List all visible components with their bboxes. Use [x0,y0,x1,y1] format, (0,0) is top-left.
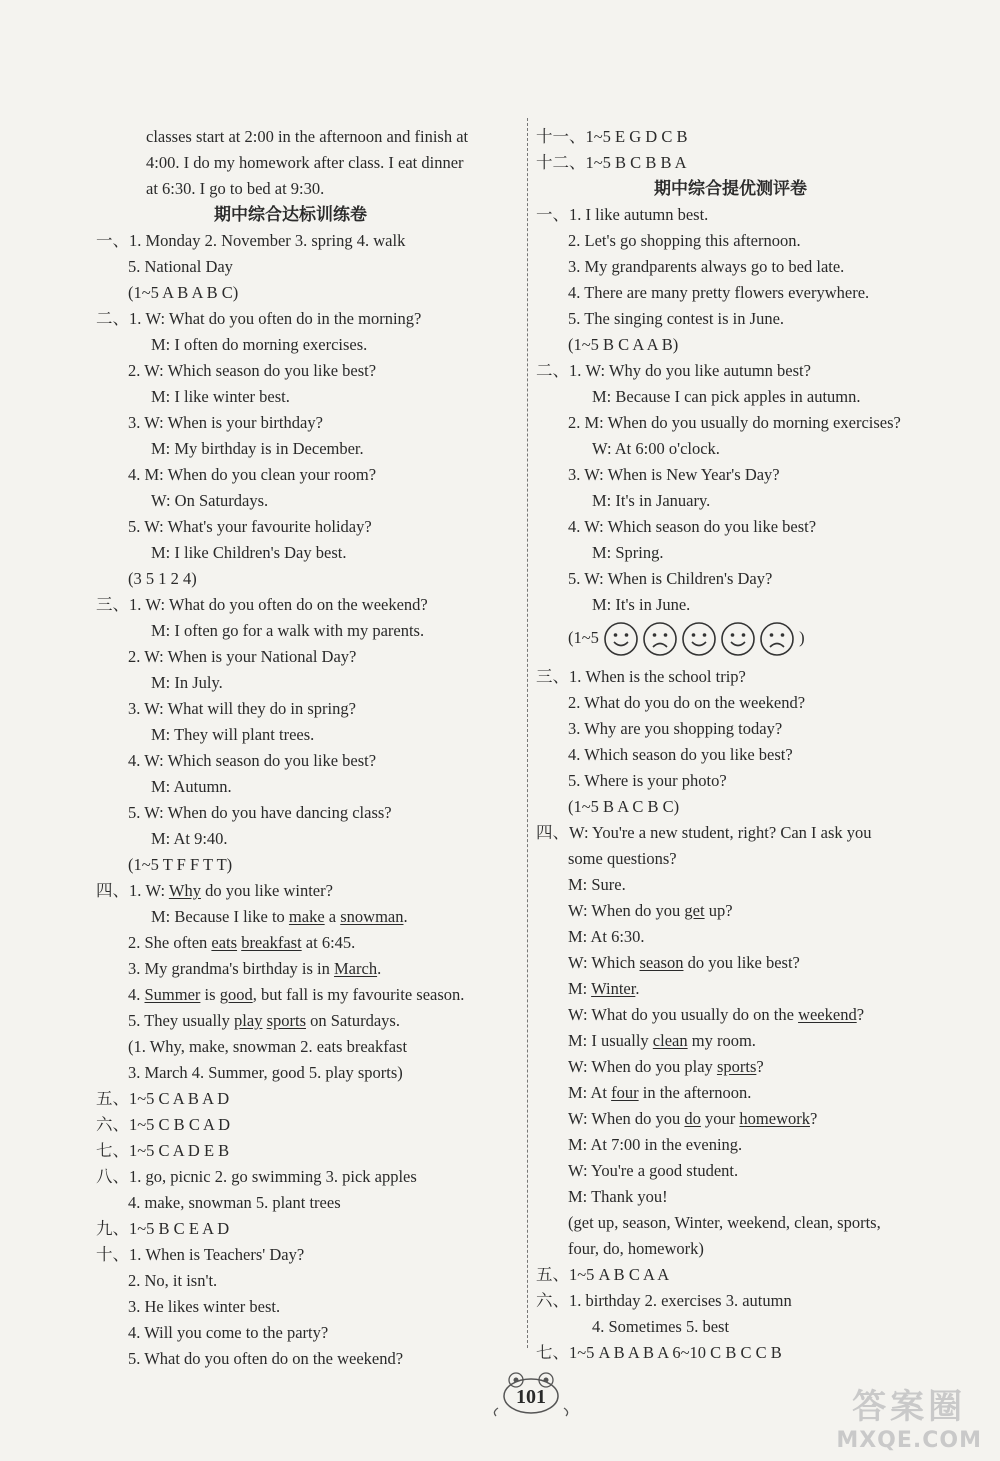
answer-line: W: You're a good student. [568,1161,739,1180]
answer-line: 3. W: When is your birthday? [128,413,323,432]
answer-line: 七、1~5 A B A B A 6~10 C B C C B [536,1343,782,1362]
answer-line: 2. No, it isn't. [128,1271,218,1290]
underlined-answer: get [684,901,705,920]
happy-face-icon [681,621,717,657]
underlined-answer: good [219,985,253,1004]
answer-line: 五、1~5 C A B A D [96,1089,230,1108]
answer-line: 4. Will you come to the party? [128,1323,329,1342]
answer-line: M: I like Children's Day best. [151,543,347,562]
answer-line: M: I often do morning exercises. [151,335,368,354]
answer-line: M: Sure. [568,875,626,894]
answer-line: (1. Why, make, snowman 2. eats breakfast [128,1037,408,1056]
answer-line: 3. W: When is New Year's Day? [568,465,780,484]
sad-face-icon [642,621,678,657]
answer-line: 3. March 4. Summer, good 5. play sports) [128,1063,403,1082]
answer-line: 4. Which season do you like best? [568,745,793,764]
answer-line: 十、1. When is Teachers' Day? [96,1245,305,1264]
answer-line: 5. W: When do you have dancing class? [128,803,392,822]
underlined-answer: season [639,953,684,972]
answer-line: M: In July. [151,673,223,692]
answer-line: 三、1. W: What do you often do on the weekend? [96,595,428,614]
answer-line: 2. Let's go shopping this afternoon. [568,231,801,250]
page-number-badge [490,1368,572,1418]
answer-line: (1~5 B C A A B) [568,335,679,354]
answer-line: 2. M: When do you usually do morning exercises? [568,413,901,432]
answer-line: 4. make, snowman 5. plant trees [128,1193,341,1212]
answer-line: M: I usually clean my room. [568,1031,756,1050]
answer-line: M: Because I like to make a snowman. [151,907,408,926]
answer-line: (3 5 1 2 4) [128,569,197,588]
answer-line: M: Winter. [568,979,640,998]
answer-line: M: I like winter best. [151,387,290,406]
faces-answer-line: (1~5 ) [568,618,805,658]
answer-line: 5. W: When is Children's Day? [568,569,773,588]
underlined-answer: breakfast [241,933,302,952]
underlined-answer: Why [168,881,201,900]
answer-line: M: At 7:00 in the evening. [568,1135,743,1154]
answer-line: M: Autumn. [151,777,232,796]
answer-line: 3. He likes winter best. [128,1297,281,1316]
column-divider [527,118,528,1348]
answer-line: 3. W: What will they do in spring? [128,699,356,718]
answer-line: 四、W: You're a new student, right? Can I ask you [536,823,872,842]
section-title: 期中综合达标训练卷 [214,205,367,225]
answer-line: (get up, season, Winter, weekend, clean, sports, [568,1213,881,1232]
happy-face-icon [720,621,756,657]
answer-line: M: It's in June. [592,595,691,614]
answer-line: 2. W: Which season do you like best? [128,361,377,380]
answer-line: 四、1. W: Why do you like winter? [96,881,333,900]
underlined-answer: snowman [340,907,404,926]
watermark [836,1379,982,1453]
sad-face-icon [759,621,795,657]
answer-line: W: When do you play sports? [568,1057,764,1076]
answer-line: 2. W: When is your National Day? [128,647,357,666]
answer-line: 二、1. W: What do you often do in the morning? [96,309,422,328]
answer-line: W: At 6:00 o'clock. [592,439,720,458]
answer-line: 4. Summer is good, but fall is my favourite season. [128,985,465,1004]
answer-line: 三、1. When is the school trip? [536,667,746,686]
answer-line: M: They will plant trees. [151,725,315,744]
answer-line: 4. W: Which season do you like best? [128,751,377,770]
answer-line: M: Thank you! [568,1187,668,1206]
answer-line: M: At 9:40. [151,829,228,848]
answer-line: 十二、1~5 B C B B A [536,153,687,172]
underlined-answer: homework [739,1109,810,1128]
answer-line: 十一、1~5 E G D C B [536,127,688,146]
answer-line: 六、1. birthday 2. exercises 3. autumn [536,1291,792,1310]
answer-line: 4. Sometimes 5. best [592,1317,730,1336]
happy-face-icon [603,621,639,657]
answer-line: four, do, homework) [568,1239,704,1258]
answer-line: 4. W: Which season do you like best? [568,517,817,536]
underlined-answer: eats [211,933,238,952]
answer-line: 一、1. Monday 2. November 3. spring 4. walk [96,231,406,250]
answer-line: some questions? [568,849,677,868]
faces-row [603,621,795,657]
underlined-answer: sports [266,1011,306,1030]
underlined-answer: make [288,907,325,926]
answer-line: W: On Saturdays. [151,491,269,510]
underlined-answer: Winter [591,979,636,998]
answer-line: M: At four in the afternoon. [568,1083,752,1102]
watermark-url: MXQE.COM [836,1428,982,1453]
answer-line: 3. Why are you shopping today? [568,719,783,738]
answer-line: 4. There are many pretty flowers everywhere. [568,283,870,302]
answer-line: (1~5 B A C B C) [568,797,680,816]
answer-line: W: When do you do your homework? [568,1109,818,1128]
intro-line: at 6:30. I go to bed at 9:30. [146,179,325,198]
answer-line: 5. They usually play sports on Saturdays. [128,1011,400,1030]
answer-line: 5. National Day [128,257,233,276]
answer-line: 九、1~5 B C E A D [96,1219,230,1238]
answer-line: M: I often go for a walk with my parents. [151,621,425,640]
answer-line: 2. She often eats breakfast at 6:45. [128,933,356,952]
underlined-answer: four [611,1083,639,1102]
answer-line: 5. What do you often do on the weekend? [128,1349,404,1368]
answer-line: 二、1. W: Why do you like autumn best? [536,361,811,380]
answer-line: 2. What do you do on the weekend? [568,693,806,712]
answer-line: 七、1~5 C A D E B [96,1141,230,1160]
answer-line: 八、1. go, picnic 2. go swimming 3. pick apples [96,1167,417,1186]
page-number: 101 [516,1386,546,1408]
intro-line: classes start at 2:00 in the afternoon and finish at [146,127,469,146]
answer-line: 3. My grandma's birthday is in March. [128,959,382,978]
answer-line: W: Which season do you like best? [568,953,800,972]
answer-line: M: Spring. [592,543,664,562]
underlined-answer: clean [652,1031,688,1050]
section-title: 期中综合提优测评卷 [654,179,807,199]
intro-line: 4:00. I do my homework after class. I eat dinner [146,153,464,172]
answer-line: 5. W: What's your favourite holiday? [128,517,372,536]
answer-line: (1~5 A B A B C) [128,283,239,302]
underlined-answer: do [684,1109,701,1128]
answer-line: 4. M: When do you clean your room? [128,465,377,484]
underlined-answer: March [334,959,378,978]
answer-line: M: At 6:30. [568,927,645,946]
answer-line: 一、1. I like autumn best. [536,205,709,224]
answer-line: (1~5 T F F T T) [128,855,233,874]
answer-line: 5. Where is your photo? [568,771,727,790]
answer-line: M: It's in January. [592,491,711,510]
underlined-answer: play [234,1011,263,1030]
underlined-answer: weekend [798,1005,857,1024]
underlined-answer: Summer [144,985,201,1004]
underlined-answer: sports [716,1057,757,1076]
watermark-logo: 答案圈 [852,1387,967,1427]
answer-line: M: Because I can pick apples in autumn. [592,387,861,406]
answer-line: 五、1~5 A B C A A [536,1265,670,1284]
answer-line: 六、1~5 C B C A D [96,1115,231,1134]
answer-line: W: What do you usually do on the weekend? [568,1005,865,1024]
answer-line: M: My birthday is in December. [151,439,364,458]
answer-line: W: When do you get up? [568,901,733,920]
answer-line: 3. My grandparents always go to bed late. [568,257,845,276]
answer-line: 5. The singing contest is in June. [568,309,785,328]
